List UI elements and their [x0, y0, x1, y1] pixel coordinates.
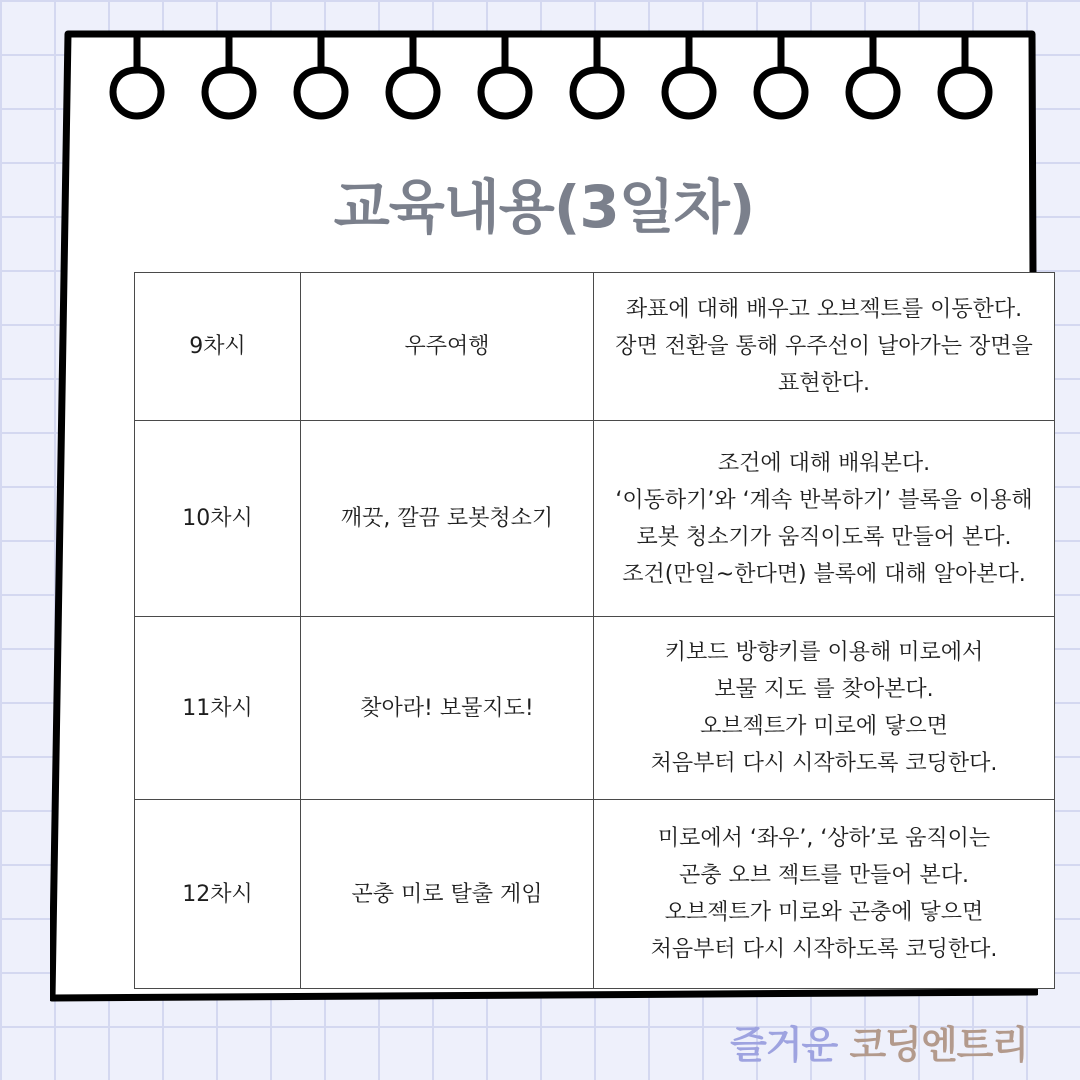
description-line: 좌표에 대해 배우고 오브젝트를 이동한다.: [625, 297, 1023, 322]
binding-ring: [757, 34, 805, 116]
binding-ring: [849, 34, 897, 116]
description-line: 처음부터 다시 시작하도록 코딩한다.: [650, 751, 998, 776]
session-cell: 12차시: [135, 800, 301, 989]
brand-logo: [730, 1014, 1028, 1069]
topic-cell: 곤충 미로 탈출 게임: [301, 800, 594, 989]
description-line: 오브젝트가 미로에 닿으면: [700, 714, 948, 739]
table-row: [135, 800, 1055, 989]
description-line: 오브젝트가 미로와 곤충에 닿으면: [664, 900, 984, 925]
description-line: 표현한다.: [777, 371, 870, 396]
binding-ring: [205, 34, 253, 116]
brand-part2: 코딩엔트리: [849, 1023, 1028, 1067]
spiral-rings: [50, 30, 1038, 170]
description-line: 보물 지도 를 찾아본다.: [714, 677, 934, 702]
notepad-sheet: [50, 30, 1038, 1002]
session-cell: 10차시: [135, 421, 301, 617]
description-line: 조건에 대해 배워본다.: [717, 450, 931, 476]
binding-ring: [297, 34, 345, 116]
description-line: ‘이동하기’와 ‘계속 반복하기’ 블록을 이용해: [615, 487, 1033, 513]
page-title: 교육내용(3일차): [333, 173, 755, 241]
binding-ring: [481, 34, 529, 116]
binding-ring: [665, 34, 713, 116]
table-row: [135, 273, 1055, 421]
curriculum-table: [134, 272, 1055, 989]
description-cell: [594, 421, 1055, 617]
description-line: 로봇 청소기가 움직이도록 만들어 본다.: [636, 524, 1012, 550]
brand-part1: 즐거운: [730, 1023, 838, 1067]
binding-ring: [941, 34, 989, 116]
topic-cell: 우주여행: [301, 273, 594, 421]
description-line: 미로에서 ‘좌우’, ‘상하’로 움직이는: [657, 826, 991, 851]
description-cell: [594, 273, 1055, 421]
session-cell: 11차시: [135, 617, 301, 800]
topic-cell: 찾아라! 보물지도!: [301, 617, 594, 800]
description-line: 키보드 방향키를 이용해 미로에서: [664, 640, 984, 665]
table-row: [135, 617, 1055, 800]
description-line: 장면 전환을 통해 우주선이 날아가는 장면을: [615, 334, 1033, 359]
description-cell: [594, 617, 1055, 800]
binding-ring: [389, 34, 437, 116]
topic-cell: 깨끗, 깔끔 로봇청소기: [301, 421, 594, 617]
description-line: 처음부터 다시 시작하도록 코딩한다.: [650, 937, 998, 962]
session-cell: 9차시: [135, 273, 301, 421]
description-line: 곤충 오브 젝트를 만들어 본다.: [679, 863, 969, 888]
binding-ring: [113, 34, 161, 116]
binding-ring: [573, 34, 621, 116]
description-line: 조건(만일~한다면) 블록에 대해 알아본다.: [622, 561, 1026, 587]
table-row: [135, 421, 1055, 617]
description-cell: [594, 800, 1055, 989]
